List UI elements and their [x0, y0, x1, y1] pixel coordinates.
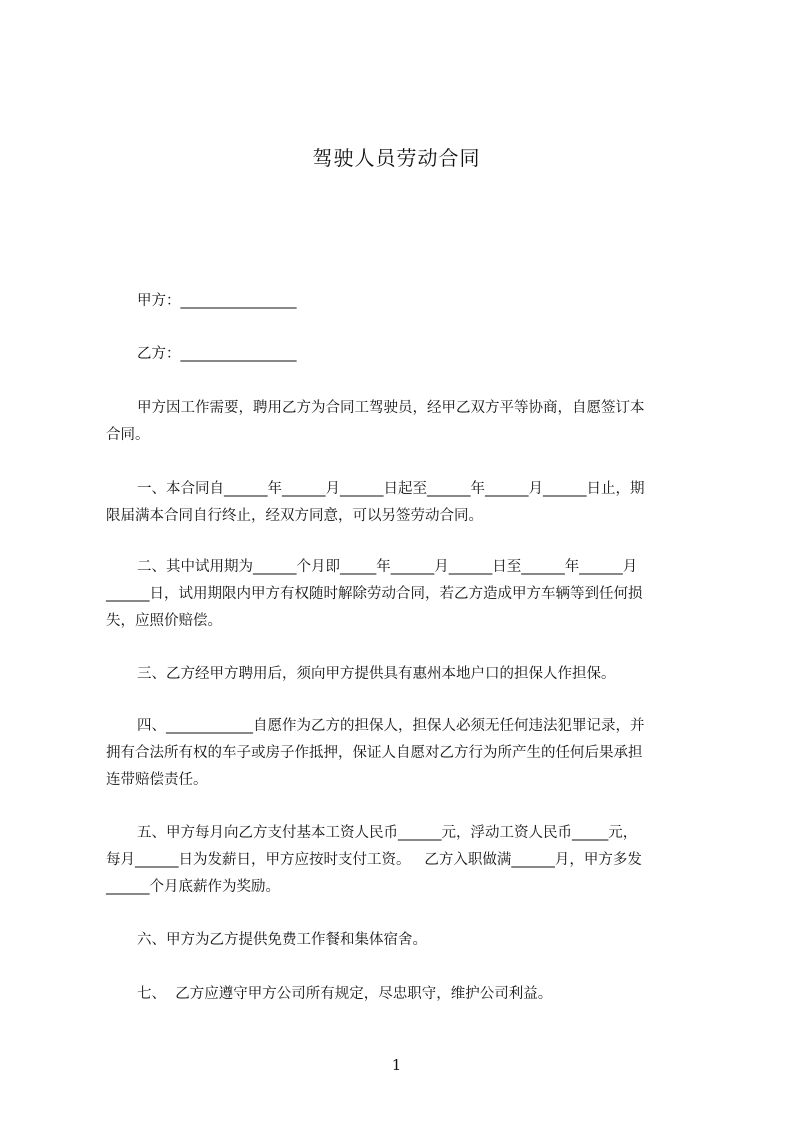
- clause-2-line-1: 二、其中试用期为______个月即_____年______月______日至______年______月: [137, 559, 638, 575]
- party-b-line: 乙方：________________: [137, 346, 297, 362]
- clause-4-line-2: 拥有合法所有权的车子或房子作抵押，保证人自愿对乙方行为所产生的任何后果承担: [106, 745, 643, 761]
- clause-7-line-1: 七、 乙方应遵守甲方公司所有规定，尽忠职守，维护公司利益。: [137, 986, 553, 1002]
- clause-5-line-3: ______个月底薪作为奖励。: [106, 879, 280, 895]
- clause-2-line-3: 失，应照价赔偿。: [106, 613, 222, 629]
- clause-1-line-1: 一、本合同自______年______月______日起至______年______月______日止，期: [137, 481, 645, 497]
- clause-4-line-3: 连带赔偿责任。: [106, 772, 208, 788]
- clause-6-line-1: 六、甲方为乙方提供免费工作餐和集体宿舍。: [137, 932, 427, 948]
- document-title: 驾驶人员劳动合同: [312, 146, 481, 170]
- page-number: 1: [391, 1056, 402, 1074]
- clause-5-line-1: 五、甲方每月向乙方支付基本工资人民币______元，浮动工资人民币_____元，: [137, 825, 638, 841]
- clause-2-line-2: ______日，试用期限内甲方有权随时解除劳动合同，若乙方造成甲方车辆等到任何损: [106, 586, 643, 602]
- clause-3-line-1: 三、乙方经甲方聘用后，须向甲方提供具有惠州本地户口的担保人作担保。: [137, 666, 616, 682]
- clause-1-line-2: 限届满本合同自行终止，经双方同意，可以另签劳动合同。: [106, 508, 483, 524]
- clause-5-line-2: 每月______日为发薪日，甲方应按时支付工资。 乙方入职做满______月，甲方多发: [106, 852, 642, 868]
- intro-line-1: 甲方因工作需要，聘用乙方为合同工驾驶员，经甲乙双方平等协商，自愿签订本: [137, 400, 645, 416]
- intro-line-2: 合同。: [106, 427, 150, 443]
- party-a-line: 甲方：________________: [137, 293, 297, 309]
- clause-4-line-1: 四、____________自愿作为乙方的担保人，担保人必须无任何违法犯罪记录，并: [137, 718, 645, 734]
